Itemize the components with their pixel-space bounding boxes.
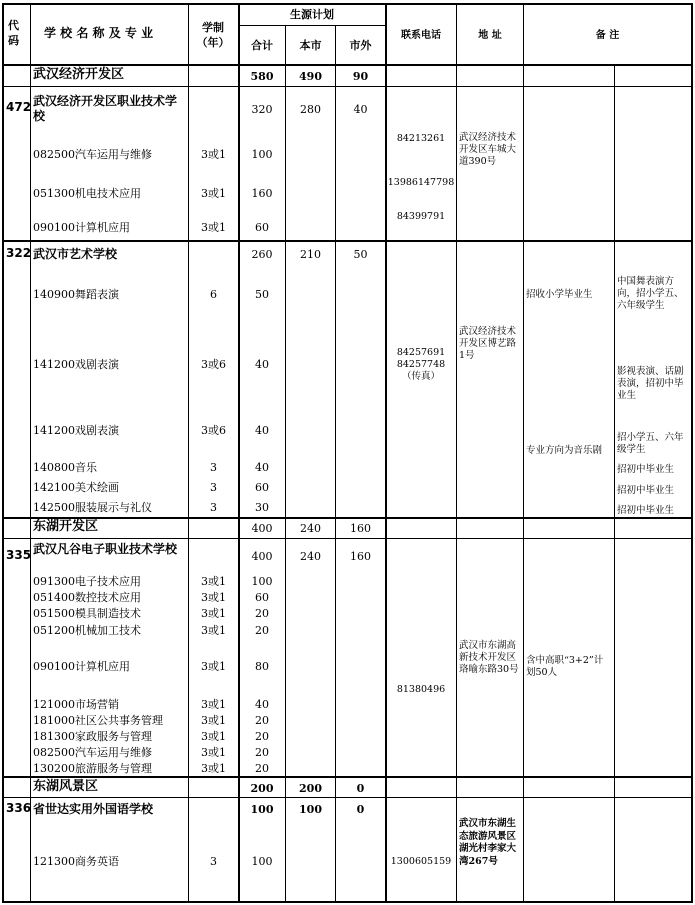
school-total: 260 (251, 248, 273, 261)
major-years: 3或1 (201, 624, 226, 637)
major-years: 3 (210, 461, 217, 474)
major-name: 140800音乐 (33, 461, 97, 474)
major-years: 3 (210, 481, 217, 494)
major-name: 051400数控技术应用 (33, 591, 141, 604)
major-name: 090100计算机应用 (33, 660, 130, 673)
major-years: 3或1 (201, 187, 226, 200)
table-border-bottom (2, 901, 693, 903)
major-name: 051300机电技术应用 (33, 187, 141, 200)
section-outside: 160 (350, 522, 371, 535)
major-name: 141200戏剧表演 (33, 424, 119, 437)
major-total: 60 (255, 221, 269, 234)
major-name: 142500服装展示与礼仪 (33, 501, 152, 514)
school-outside: 50 (353, 248, 368, 261)
major-years: 3或1 (201, 591, 226, 604)
major-name: 142100美术绘画 (33, 481, 119, 494)
major-years: 3或1 (201, 221, 226, 234)
section-total: 580 (250, 70, 274, 83)
major-total: 160 (251, 187, 273, 200)
major-years: 3或1 (201, 714, 226, 727)
major-total: 100 (251, 855, 273, 868)
major-note: 招收小学毕业生 (526, 289, 593, 300)
school-phone: 13986147798 (387, 177, 455, 188)
major-name: 141200戏剧表演 (33, 358, 119, 371)
row-divider (2, 538, 693, 539)
school-local: 210 (300, 248, 321, 261)
major-total: 20 (255, 730, 269, 743)
major-note: 专业方向为音乐剧 (526, 445, 603, 456)
major-name: 121300商务英语 (33, 855, 119, 868)
header-code: 代码 (8, 19, 19, 47)
school-phone: 81380496 (396, 684, 446, 695)
major-years: 3或1 (201, 575, 226, 588)
header-phone: 联系电话 (401, 30, 441, 41)
header-local: 本市 (299, 39, 322, 52)
major-name: 181000社区公共事务管理 (33, 714, 163, 727)
major-name: 121000市场营销 (33, 698, 119, 711)
major-total: 100 (251, 148, 273, 161)
section-title: 东湖开发区 (33, 519, 99, 534)
row-divider (2, 240, 693, 242)
major-total: 50 (255, 288, 269, 301)
major-years: 6 (210, 288, 217, 301)
section-outside: 0 (356, 782, 365, 795)
col-divider (335, 25, 336, 903)
major-total: 20 (255, 714, 269, 727)
school-total: 400 (251, 550, 273, 563)
header-total: 合计 (251, 39, 273, 52)
major-years: 3或1 (201, 762, 226, 775)
major-total: 60 (255, 591, 269, 604)
school-outside: 40 (353, 103, 368, 116)
major-years: 3 (210, 855, 217, 868)
school-local: 280 (300, 103, 321, 116)
school-address: 武汉经济技术开发区博艺路1号 (459, 326, 517, 361)
school-phone: （传真） (401, 371, 440, 382)
major-name: 091300电子技术应用 (33, 575, 141, 588)
col-divider (30, 3, 31, 903)
section-outside: 90 (352, 70, 369, 83)
major-total: 40 (255, 698, 269, 711)
table-border-right (691, 3, 693, 903)
major-years: 3或6 (201, 358, 226, 371)
school-code: 322 (6, 246, 32, 260)
school-outside: 160 (350, 550, 371, 563)
major-years: 3或1 (201, 148, 226, 161)
school-address: 武汉市东湖生态旅游风景区湖光村李家大湾267号 (459, 818, 517, 867)
header-name: 学 校 名 称 及 专 业 (44, 26, 154, 40)
major-total: 20 (255, 607, 269, 620)
school-phone: 84257748 (396, 359, 446, 370)
row-divider (2, 64, 693, 66)
school-code: 335 (6, 548, 32, 562)
section-local: 490 (299, 70, 322, 83)
major-note: 影视表演、话剧表演，招初中毕业生 (617, 366, 684, 401)
section-total: 400 (251, 522, 273, 535)
header-years: 学制（年） (196, 21, 230, 49)
major-name: 082500汽车运用与维修 (33, 148, 152, 161)
school-address: 武汉经济技术开发区车城大道390号 (459, 132, 517, 167)
major-note: 招小学五、六年级学生 (617, 432, 684, 455)
major-note: 中国舞表演方向，招小学五、六年级学生 (617, 276, 684, 311)
major-years: 3或1 (201, 607, 226, 620)
major-name: 130200旅游服务与管理 (33, 762, 152, 775)
major-total: 60 (255, 481, 269, 494)
school-name: 武汉经济开发区职业技术学校 (33, 94, 178, 123)
major-name: 181300家政服务与管理 (33, 730, 152, 743)
table-border-top (2, 3, 693, 5)
school-name: 武汉凡谷电子职业技术学校 (33, 542, 178, 556)
major-note: 招初中毕业生 (617, 485, 675, 496)
major-note: 招初中毕业生 (617, 505, 675, 516)
major-years: 3或1 (201, 660, 226, 673)
table-border-left (2, 3, 4, 903)
header-notes: 备 注 (595, 30, 620, 41)
header-outside: 市外 (349, 39, 372, 52)
school-total: 100 (250, 803, 274, 816)
major-total: 100 (251, 575, 273, 588)
school-local: 240 (300, 550, 321, 563)
row-divider (2, 86, 693, 87)
major-name: 090100计算机应用 (33, 221, 130, 234)
section-local: 200 (299, 782, 322, 795)
school-phone: 84257691 (396, 347, 446, 358)
school-local: 100 (299, 803, 322, 816)
school-phone: 84213261 (396, 133, 446, 144)
school-phone: 1300605159 (390, 856, 452, 867)
section-local: 240 (300, 522, 321, 535)
school-name: 省世达实用外国语学校 (33, 802, 154, 816)
school-code: 472 (6, 100, 32, 114)
section-title: 东湖风景区 (33, 779, 99, 794)
col-divider (523, 3, 524, 903)
row-divider (2, 797, 693, 798)
school-total: 320 (251, 103, 273, 116)
major-years: 3 (210, 501, 217, 514)
school-note: 含中高职“3+2”计划50人 (526, 655, 604, 678)
school-address: 武汉市东湖高新技术开发区珞喻东路30号 (459, 640, 519, 675)
header-plan: 生源计划 (290, 8, 334, 21)
row-divider (2, 776, 693, 778)
school-code: 336 (6, 801, 32, 815)
header-address: 地 址 (478, 30, 502, 41)
major-years: 3或1 (201, 698, 226, 711)
major-total: 80 (255, 660, 269, 673)
school-outside: 0 (356, 803, 365, 816)
major-name: 051500模具制造技术 (33, 607, 141, 620)
school-name: 武汉市艺术学校 (33, 247, 118, 261)
row-divider (2, 517, 693, 519)
section-title: 武汉经济开发区 (33, 67, 125, 82)
major-total: 20 (255, 746, 269, 759)
major-years: 3或6 (201, 424, 226, 437)
major-total: 40 (255, 358, 269, 371)
major-total: 20 (255, 624, 269, 637)
row-divider (238, 25, 386, 26)
major-total: 20 (255, 762, 269, 775)
section-total: 200 (250, 782, 274, 795)
major-note: 招初中毕业生 (617, 464, 675, 475)
major-years: 3或1 (201, 746, 226, 759)
col-divider (456, 3, 457, 903)
col-divider (285, 25, 286, 903)
major-total: 30 (255, 501, 269, 514)
major-total: 40 (255, 424, 269, 437)
major-name: 051200机械加工技术 (33, 624, 141, 637)
major-years: 3或1 (201, 730, 226, 743)
school-phone: 84399791 (396, 211, 446, 222)
major-name: 082500汽车运用与维修 (33, 746, 152, 759)
major-name: 140900舞蹈表演 (33, 288, 119, 301)
major-total: 40 (255, 461, 269, 474)
